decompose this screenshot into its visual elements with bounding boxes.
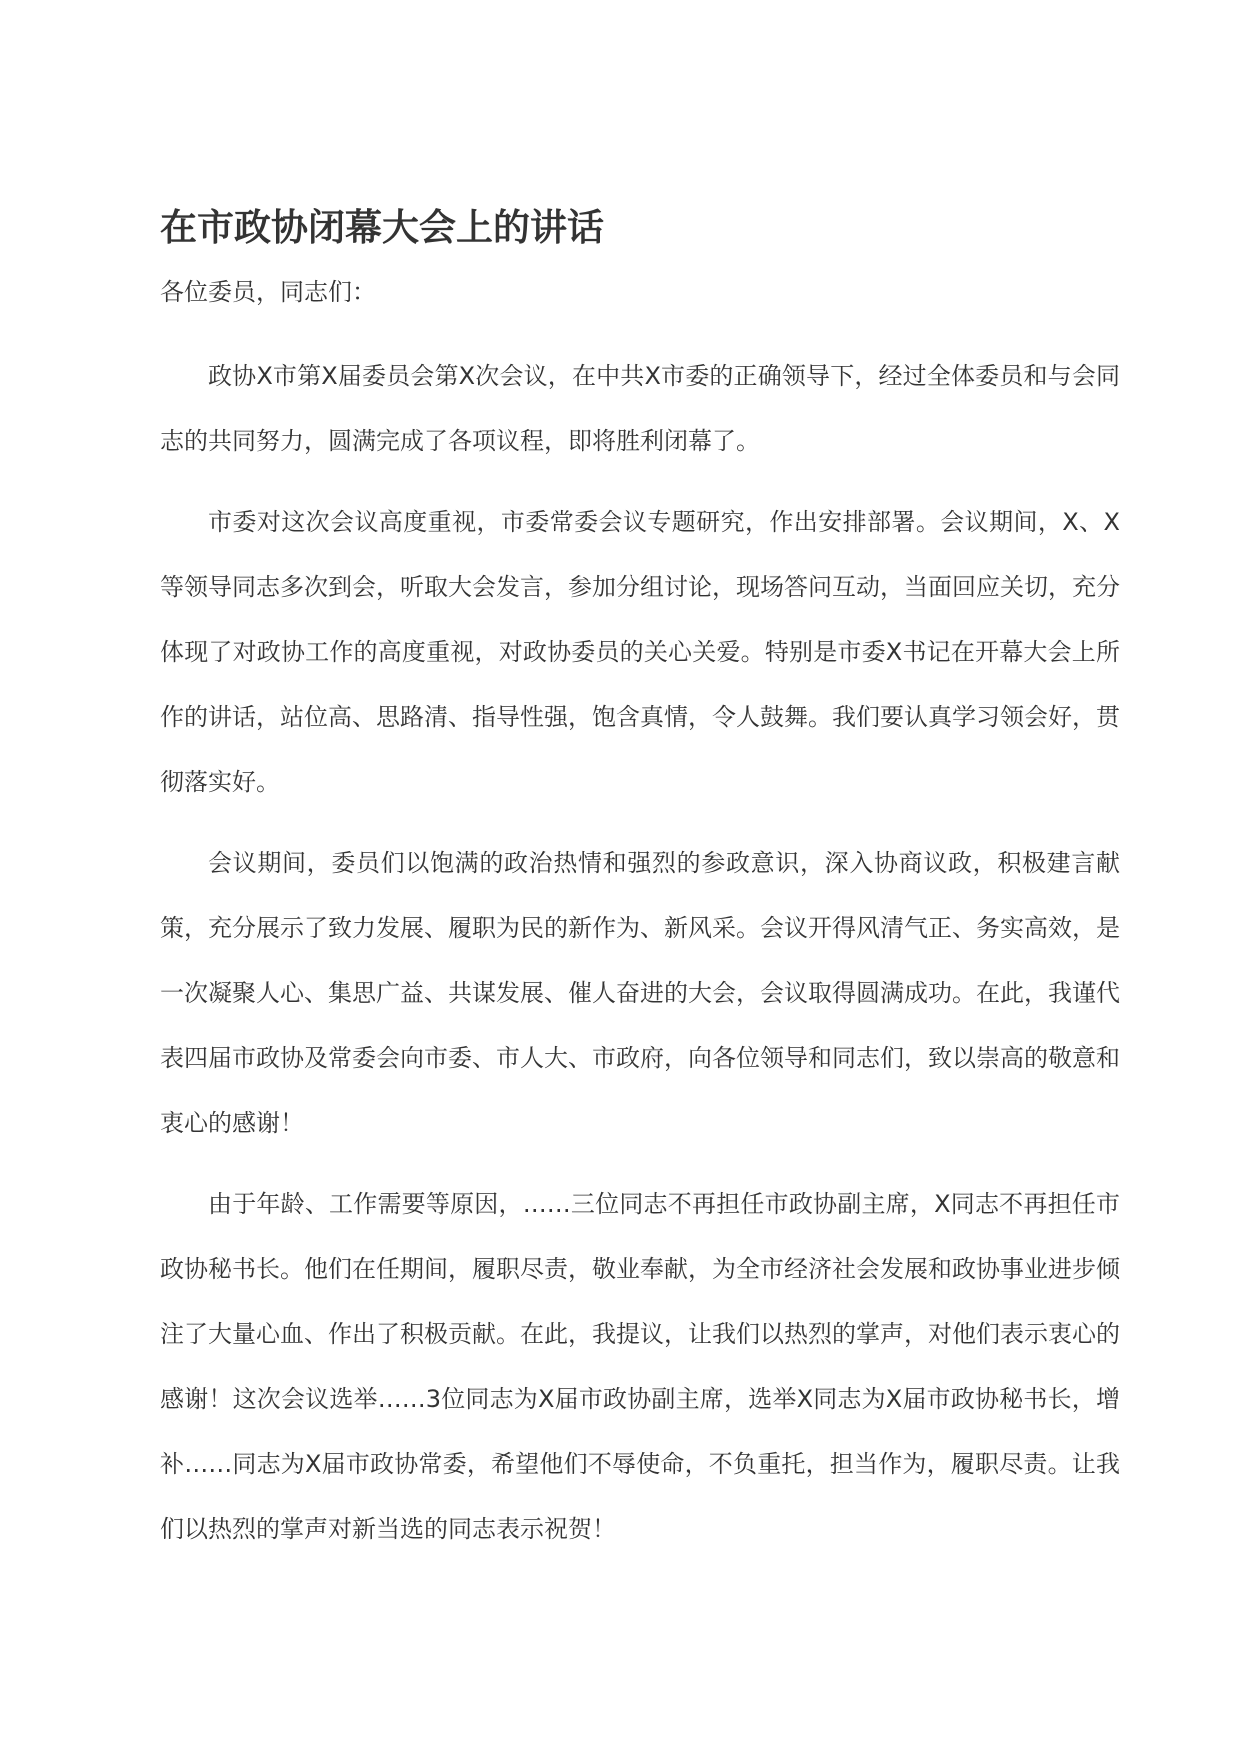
salutation: 各位委员，同志们： <box>160 278 376 306</box>
paragraph-1: 政协X市第X届委员会第X次会议，在中共X市委的正确领导下，经过全体委员和与会同志的共同努力，圆满完成了各项议程，即将胜利闭幕了。 <box>160 362 1120 455</box>
document-page <box>160 200 1120 1578</box>
paragraph-2: 市委对这次会议高度重视，市委常委会议专题研究，作出安排部署。会议期间，X、X等领导同志多次到会，听取大会发言，参加分组讨论，现场答问互动，当面回应关切，充分体现了对政协工作的高度重视，对政协委员的关心关爱。特别是市委X书记在开幕大会上所作的讲话，站位高、思路清、指导性强，饱含真情，令人鼓舞。我们要认真学习领会好，贯彻落实好。 <box>160 508 1120 796</box>
paragraph-3: 会议期间，委员们以饱满的政治热情和强烈的参政意识，深入协商议政，积极建言献策，充分展示了致力发展、履职为民的新作为、新风采。会议开得风清气正、务实高效，是一次凝聚人心、集思广益、共谋发展、催人奋进的大会，会议取得圆满成功。在此，我谨代表四届市政协及常委会向市委、市人大、市政府，向各位领导和同志们，致以崇高的敬意和衷心的感谢！ <box>160 849 1120 1137</box>
document-title: 在市政协闭幕大会上的讲话 <box>160 206 604 249</box>
paragraph-4: 由于年龄、工作需要等原因，……三位同志不再担任市政协副主席，X同志不再担任市政协秘书长。他们在任期间，履职尽责，敬业奉献，为全市经济社会发展和政协事业进步倾注了大量心血、作出了积极贡献。在此，我提议，让我们以热烈的掌声，对他们表示衷心的感谢！这次会议选举……3位同志为X届市政协副主席，选举X同志为X届市政协秘书长，增补……同志为X届市政协常委，希望他们不辱使命，不负重托，担当作为，履职尽责。让我们以热烈的掌声对新当选的同志表示祝贺！ <box>160 1190 1120 1543</box>
